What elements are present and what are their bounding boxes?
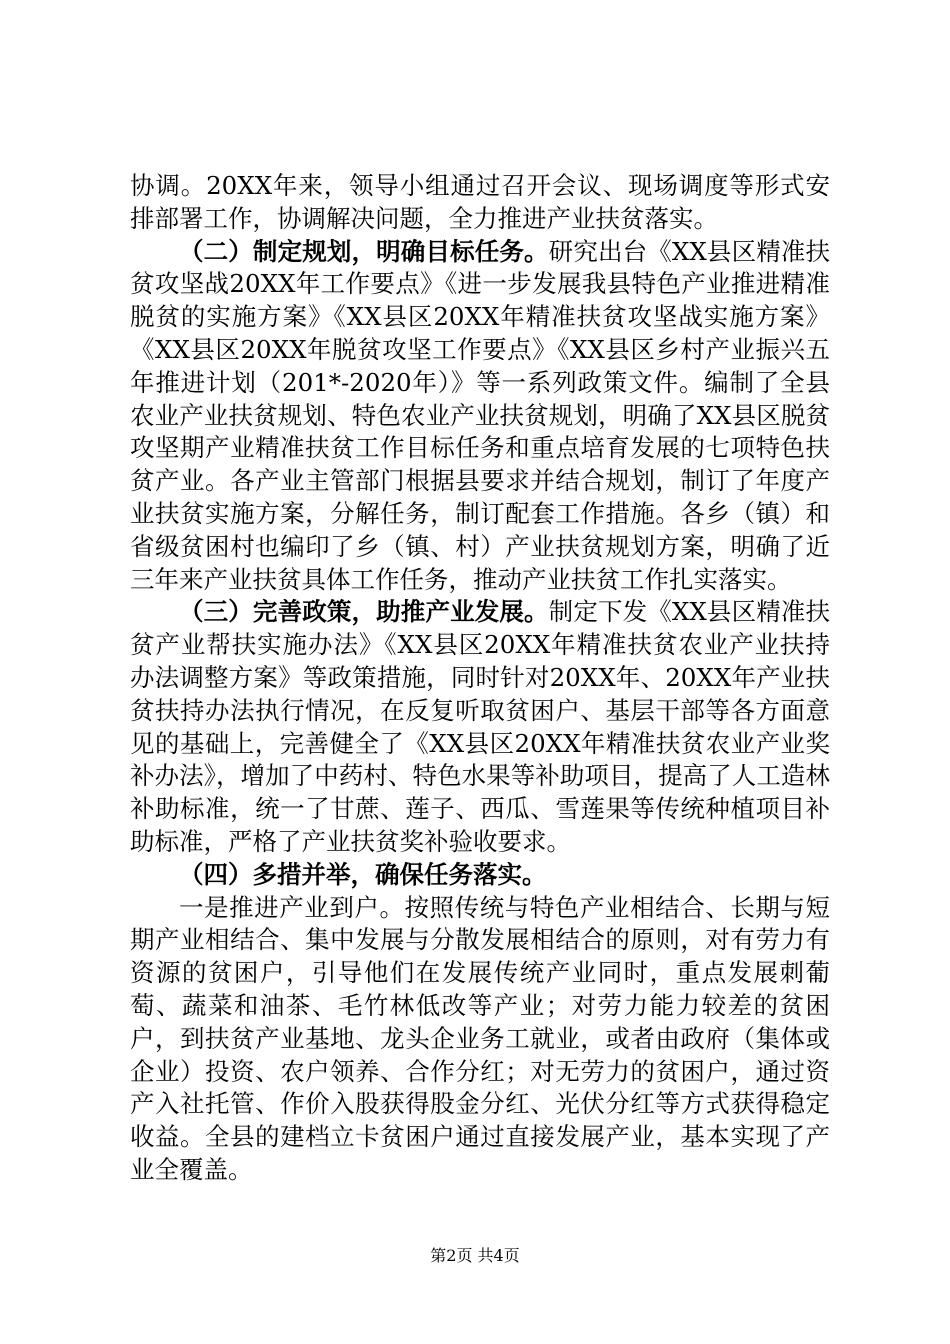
paragraph-text: 制定下发《XX县区精准扶贫产业帮扶实施办法》《XX县区20XX年精准扶贫农业产业扶持办法调整方案》等政策措施，同时针对20XX年、20XX年产业扶贫扶持办法执行情况，在反复听取贫困户、基层干部等各方面意见的基础上，完善健全了《XX县区20XX年精准扶贫农业产业奖补办法》，增加了中药村、特色水果等补助项目，提高了人工造林补助标准，统一了甘蔗、莲子、西瓜、雪莲果等传统种植项目补助标准，严格了产业扶贫奖补验收要求。	[130, 597, 830, 856]
paragraph-coordination	[130, 170, 830, 236]
page-number-footer: 第2页 共4页	[430, 1246, 520, 1265]
paragraph-policy	[130, 596, 830, 858]
paragraph-text: 一是推进产业到户。按照传统与特色产业相结合、长期与短期产业相结合、集中发展与分散发展相结合的原则，对有劳力有资源的贫困户，引导他们在发展传统产业同时，重点发展刺葡萄、蔬菜和油茶、毛竹林低改等产业；对劳力能力较差的贫困户，到扶贫产业基地、龙头企业务工就业，或者由政府（集体或企业）投资、农户领养、合作分红；对无劳力的贫困户，通过资产入社托管、作价入股获得股金分红、光伏分红等方式获得稳定收益。全县的建档立卡贫困户通过直接发展产业，基本实现了产业全覆盖。	[130, 892, 830, 1184]
section-heading: （四）多措并举，确保任务落实。	[179, 859, 547, 889]
document-body	[130, 170, 830, 1187]
paragraph-industry-to-household	[130, 892, 830, 1187]
paragraph-measures-heading	[130, 859, 830, 892]
paragraph-text: 研究出台《XX县区精准扶贫攻坚战20XX年工作要点》《进一步发展我县特色产业推进精准脱贫的实施方案》《XX县区20XX年精准扶贫攻坚战实施方案》《XX县区20XX年脱贫攻坚工作要点》《XX县区乡村产业振兴五年推进计划（201*-2020年）》等一系列政策文件。编制了全县农业产业扶贫规划、特色农业产业扶贫规划，明确了XX县区脱贫攻坚期产业精准扶贫工作目标任务和重点培育发展的七项特色扶贫产业。各产业主管部门根据县要求并结合规划，制订了年度产业扶贫实施方案，分解任务，制订配套工作措施。各乡（镇）和省级贫困村也编印了乡（镇、村）产业扶贫规划方案，明确了近三年来产业扶贫具体工作任务，推动产业扶贫工作扎实落实。	[130, 236, 830, 594]
section-heading: （二）制定规划，明确目标任务。	[179, 236, 549, 266]
paragraph-text: 协调。20XX年来，领导小组通过召开会议、现场调度等形式安排部署工作，协调解决问题，全力推进产业扶贫落实。	[130, 171, 830, 233]
paragraph-planning	[130, 236, 830, 597]
section-heading: （三）完善政策，助推产业发展。	[179, 597, 549, 627]
